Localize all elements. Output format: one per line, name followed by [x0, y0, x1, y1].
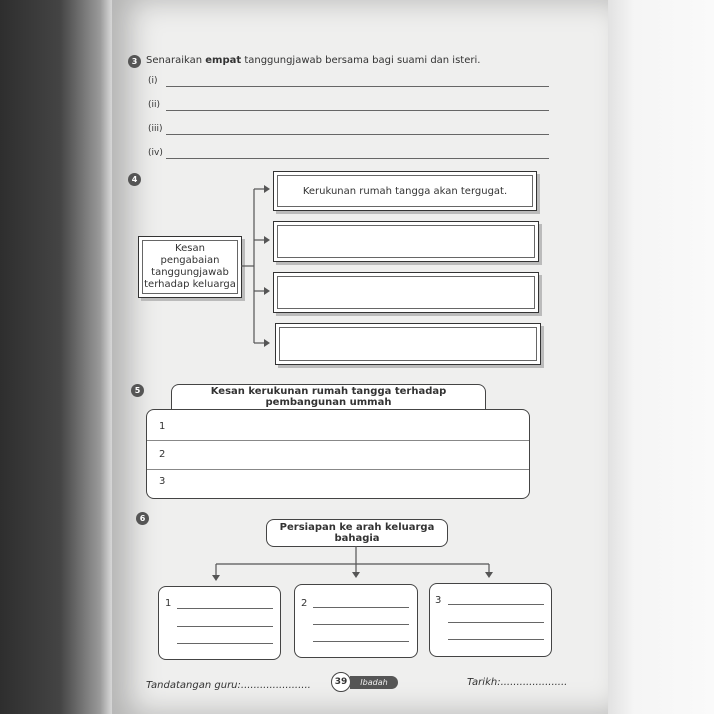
- q6-box-number-2: 2: [301, 598, 308, 609]
- q6-answer-box-1: [158, 586, 281, 660]
- q6-answer-box-3: [429, 583, 552, 657]
- signature-dots[interactable]: ......................: [240, 680, 311, 691]
- q5-row-number-3: 3: [159, 476, 166, 487]
- signature-field: [146, 680, 311, 691]
- question-6-number: 6: [136, 512, 149, 525]
- q3-item-label-4: (iv): [148, 148, 163, 158]
- page-number-badge: 39: [331, 672, 351, 692]
- q6-box-1-line-3[interactable]: [177, 643, 273, 644]
- date-label: Tarikh:: [467, 677, 501, 688]
- q5-row-number-2: 2: [159, 449, 166, 460]
- question-5-number: 5: [131, 384, 144, 397]
- question-3-prompt: Senaraikan empat tanggungjawab bersama bagi suami dan isteri.: [146, 55, 481, 66]
- q6-box-number-3: 3: [435, 595, 442, 606]
- date-dots[interactable]: .....................: [500, 677, 568, 688]
- q5-title-tab: Kesan kerukunan rumah tangga terhadap pembangunan ummah: [171, 384, 486, 409]
- question-3-number: 3: [128, 55, 141, 68]
- signature-label: Tandatangan guru:: [146, 680, 241, 691]
- q3-item-label-3: (iii): [148, 124, 163, 134]
- brand-tag: Ibadah: [350, 676, 398, 689]
- q4-effect-box-1: Kerukunan rumah tangga akan tergugat.: [273, 171, 537, 211]
- q4-source-box: Kesan pengabaian tanggungjawab terhadap keluarga: [138, 236, 242, 298]
- q6-box-1-line-1[interactable]: [177, 608, 273, 609]
- date-field: [467, 677, 567, 688]
- q5-row-number-1: 1: [159, 421, 166, 432]
- q3-item-label-1: (i): [148, 76, 158, 86]
- question-4-number: 4: [128, 173, 141, 186]
- q6-box-2-line-3[interactable]: [313, 641, 409, 642]
- q6-title-box: Persiapan ke arah keluarga bahagia: [266, 519, 448, 547]
- q6-box-3-line-3[interactable]: [448, 639, 544, 640]
- q6-box-3-line-1[interactable]: [448, 604, 544, 605]
- q6-box-1-line-2[interactable]: [177, 626, 273, 627]
- q6-answer-box-2: [294, 584, 418, 658]
- q6-box-2-line-2[interactable]: [313, 624, 409, 625]
- q6-box-2-line-1[interactable]: [313, 607, 409, 608]
- q6-box-number-1: 1: [165, 598, 172, 609]
- q3-item-label-2: (ii): [148, 100, 161, 110]
- q6-box-3-line-2[interactable]: [448, 622, 544, 623]
